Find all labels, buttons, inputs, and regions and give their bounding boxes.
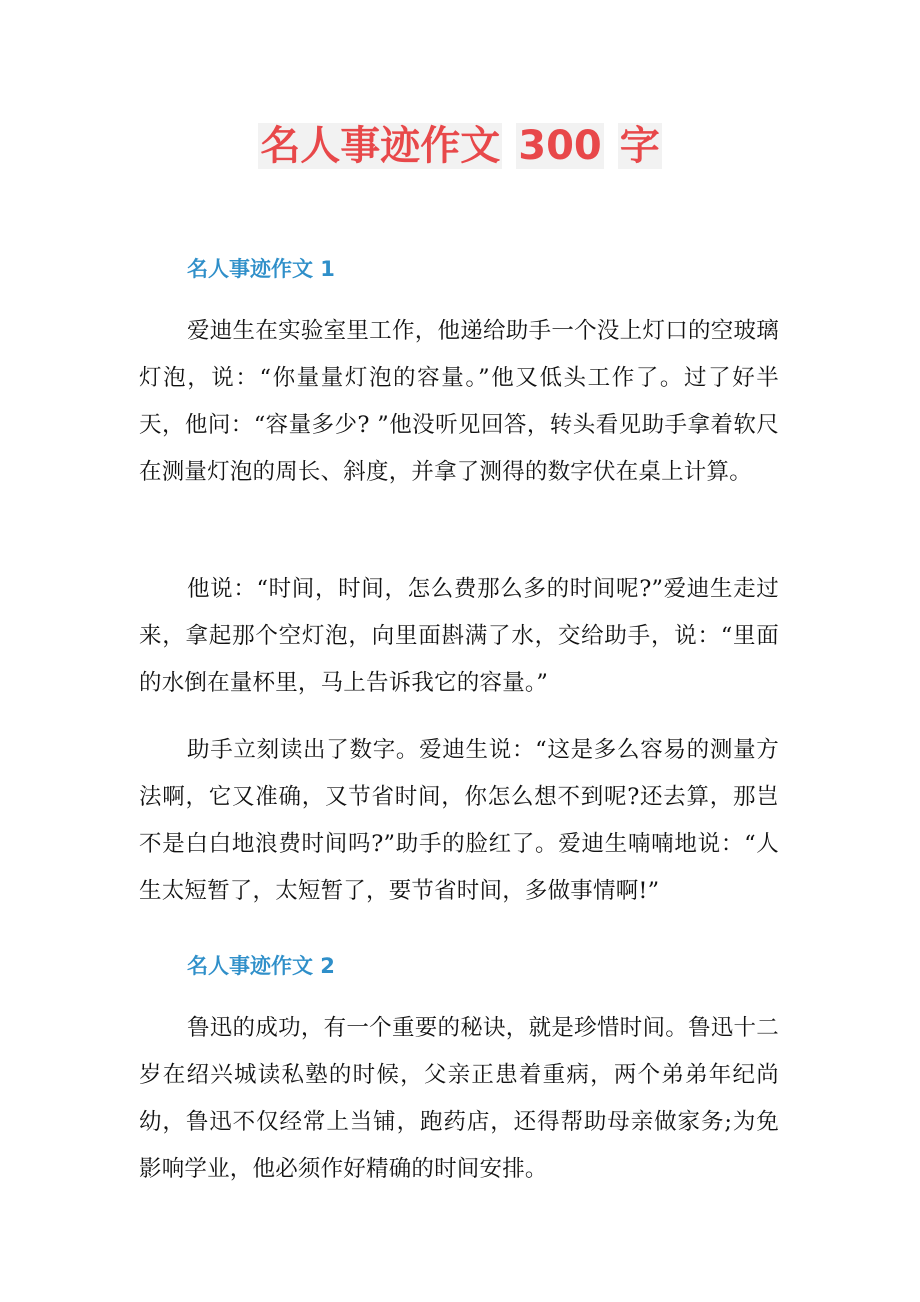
page-title xyxy=(0,118,920,174)
paragraph-4: 鲁迅的成功，有一个重要的秘诀，就是珍惜时间。鲁迅十二岁在绍兴城读私塾的时候，父亲正患着重病，两个弟弟年纪尚幼，鲁迅不仅经常上当铺，跑药店，还得帮助母亲做家务;为免影响学业，他必须作好精确的时间安排。 xyxy=(139,1015,779,1182)
title-end-text: 字 xyxy=(619,123,660,169)
title-main-text: 名人事迹作文 xyxy=(260,123,501,169)
paragraph-1: 爱迪生在实验室里工作，他递给助手一个没上灯口的空玻璃灯泡，说：“你量量灯泡的容量。”他又低头工作了。过了好半天，他问：“容量多少? ”他没听见回答，转头看见助手拿着软尺在测量灯泡的周长、斜度，并拿了测得的数字伏在桌上计算。 xyxy=(139,318,779,485)
paragraph-2: 他说：“时间，时间，怎么费那么多的时间呢?”爱迪生走过来，拿起那个空灯泡，向里面斟满了水，交给助手，说：“里面的水倒在量杯里，马上告诉我它的容量。” xyxy=(139,576,779,696)
section-heading-1: 名人事迹作文 1 xyxy=(187,257,335,281)
title-number: 300 xyxy=(518,123,602,169)
paragraph-3: 助手立刻读出了数字。爱迪生说：“这是多么容易的测量方法啊，它又准确，又节省时间，你怎么想不到呢?还去算，那岂不是白白地浪费时间吗?”助手的脸红了。爱迪生喃喃地说：“人生太短暂了，太短暂了，要节省时间，多做事情啊!” xyxy=(139,737,779,904)
section-heading-2: 名人事迹作文 2 xyxy=(187,954,335,978)
